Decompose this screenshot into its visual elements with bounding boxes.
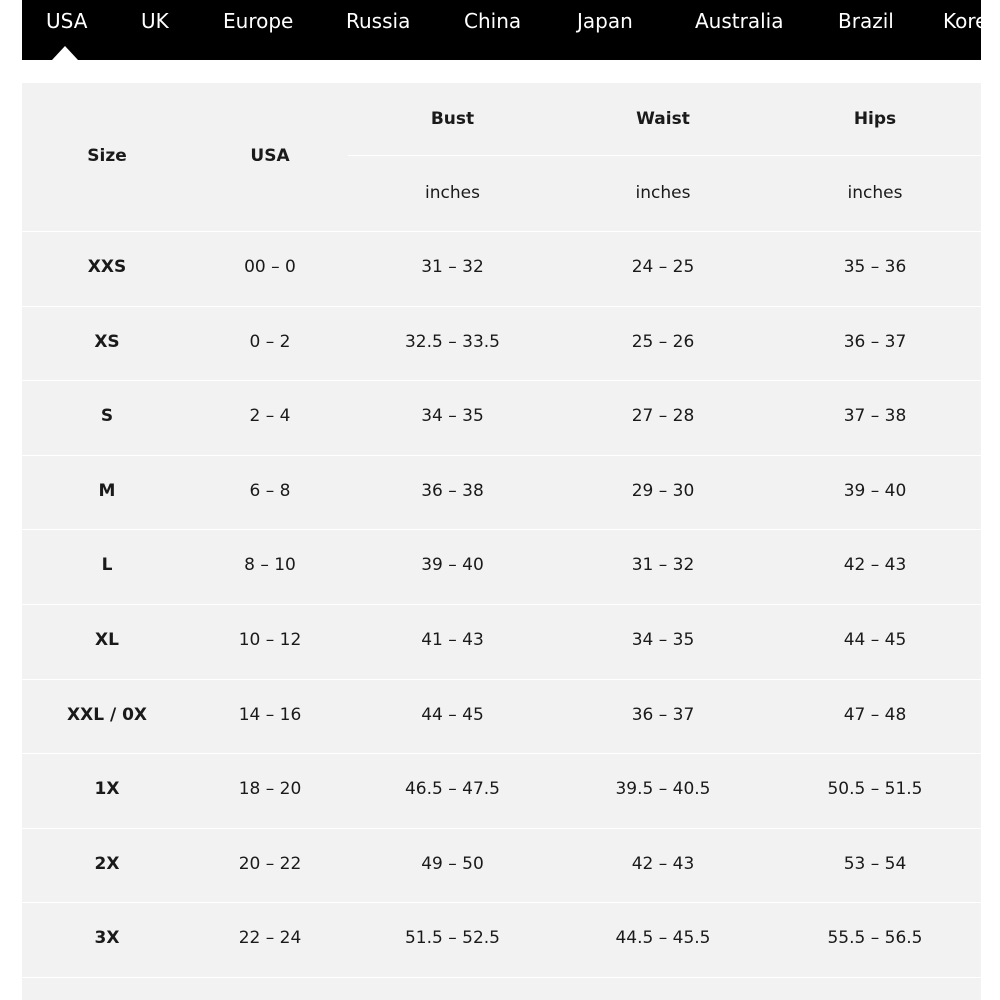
tab-japan[interactable]: Japan: [577, 9, 633, 33]
cell-size: XXL / 0X: [66, 705, 148, 725]
cell-size: M: [98, 481, 116, 501]
cell-waist: 39.5 – 40.5: [615, 779, 711, 799]
row-divider: [22, 604, 981, 605]
header-size: Size: [87, 146, 127, 166]
cell-hips: 37 – 38: [843, 406, 907, 426]
row-divider: [22, 828, 981, 829]
cell-hips: 47 – 48: [843, 705, 907, 725]
cell-size: S: [100, 406, 114, 426]
cell-size: XXS: [87, 257, 127, 277]
cell-waist: 27 – 28: [631, 406, 695, 426]
row-divider: [22, 902, 981, 903]
header-waist-unit: inches: [635, 183, 691, 203]
cell-region: 10 – 12: [238, 630, 302, 650]
cell-bust: 36 – 38: [421, 481, 484, 501]
active-tab-indicator: [52, 46, 78, 60]
header-hips: Hips: [853, 109, 897, 129]
cell-size: XL: [95, 630, 119, 650]
row-divider: [22, 977, 981, 978]
cell-waist: 36 – 37: [631, 705, 695, 725]
tab-brazil[interactable]: Brazil: [838, 9, 894, 33]
cell-hips: 42 – 43: [843, 555, 907, 575]
cell-region: 18 – 20: [238, 779, 302, 799]
tab-usa[interactable]: USA: [46, 9, 88, 33]
header-waist: Waist: [636, 109, 690, 129]
cell-waist: 42 – 43: [631, 854, 695, 874]
cell-size: XS: [94, 332, 120, 352]
tab-russia[interactable]: Russia: [346, 9, 411, 33]
cell-bust: 49 – 50: [421, 854, 484, 874]
cell-region: 2 – 4: [249, 406, 291, 426]
cell-bust: 44 – 45: [421, 705, 484, 725]
row-divider: [22, 455, 981, 456]
cell-hips: 36 – 37: [843, 332, 907, 352]
cell-region: 14 – 16: [238, 705, 302, 725]
cell-hips: 55.5 – 56.5: [827, 928, 923, 948]
cell-region: 20 – 22: [238, 854, 302, 874]
cell-waist: 44.5 – 45.5: [615, 928, 711, 948]
cell-hips: 39 – 40: [843, 481, 907, 501]
cell-region: 22 – 24: [238, 928, 302, 948]
tab-uk[interactable]: UK: [141, 9, 169, 33]
tab-europe[interactable]: Europe: [223, 9, 294, 33]
cell-waist: 31 – 32: [631, 555, 695, 575]
cell-region: 8 – 10: [244, 555, 296, 575]
cell-size: L: [101, 555, 113, 575]
header-hips-unit: inches: [847, 183, 903, 203]
header-bust: Bust: [430, 109, 475, 129]
row-divider: [22, 753, 981, 754]
cell-hips: 53 – 54: [843, 854, 907, 874]
cell-waist: 34 – 35: [631, 630, 695, 650]
cell-bust: 39 – 40: [421, 555, 484, 575]
cell-bust: 32.5 – 33.5: [404, 332, 500, 352]
header-bust-unit: inches: [425, 183, 480, 203]
cell-hips: 50.5 – 51.5: [827, 779, 923, 799]
cell-waist: 29 – 30: [631, 481, 695, 501]
cell-size: 3X: [94, 928, 120, 948]
cell-size: 1X: [94, 779, 120, 799]
row-divider: [22, 679, 981, 680]
cell-bust: 31 – 32: [421, 257, 484, 277]
header-region: USA: [250, 146, 290, 166]
row-divider: [22, 529, 981, 530]
cell-waist: 24 – 25: [631, 257, 695, 277]
tab-australia[interactable]: Australia: [695, 9, 784, 33]
cell-region: 0 – 2: [249, 332, 291, 352]
cell-size: 2X: [94, 854, 120, 874]
cell-hips: 44 – 45: [843, 630, 907, 650]
tab-china[interactable]: China: [464, 9, 522, 33]
row-divider: [22, 231, 981, 232]
size-chart-table: [22, 83, 981, 1000]
cell-region: 6 – 8: [249, 481, 291, 501]
cell-bust: 34 – 35: [421, 406, 484, 426]
cell-bust: 51.5 – 52.5: [404, 928, 500, 948]
country-tab-bar: [22, 0, 1000, 60]
cell-region: 00 – 0: [244, 257, 296, 277]
header-sub-divider: [348, 155, 981, 156]
cell-waist: 25 – 26: [631, 332, 695, 352]
cell-bust: 46.5 – 47.5: [404, 779, 500, 799]
cell-hips: 35 – 36: [843, 257, 907, 277]
cell-bust: 41 – 43: [421, 630, 484, 650]
tab-korea[interactable]: Korea: [943, 9, 1000, 33]
row-divider: [22, 306, 981, 307]
row-divider: [22, 380, 981, 381]
